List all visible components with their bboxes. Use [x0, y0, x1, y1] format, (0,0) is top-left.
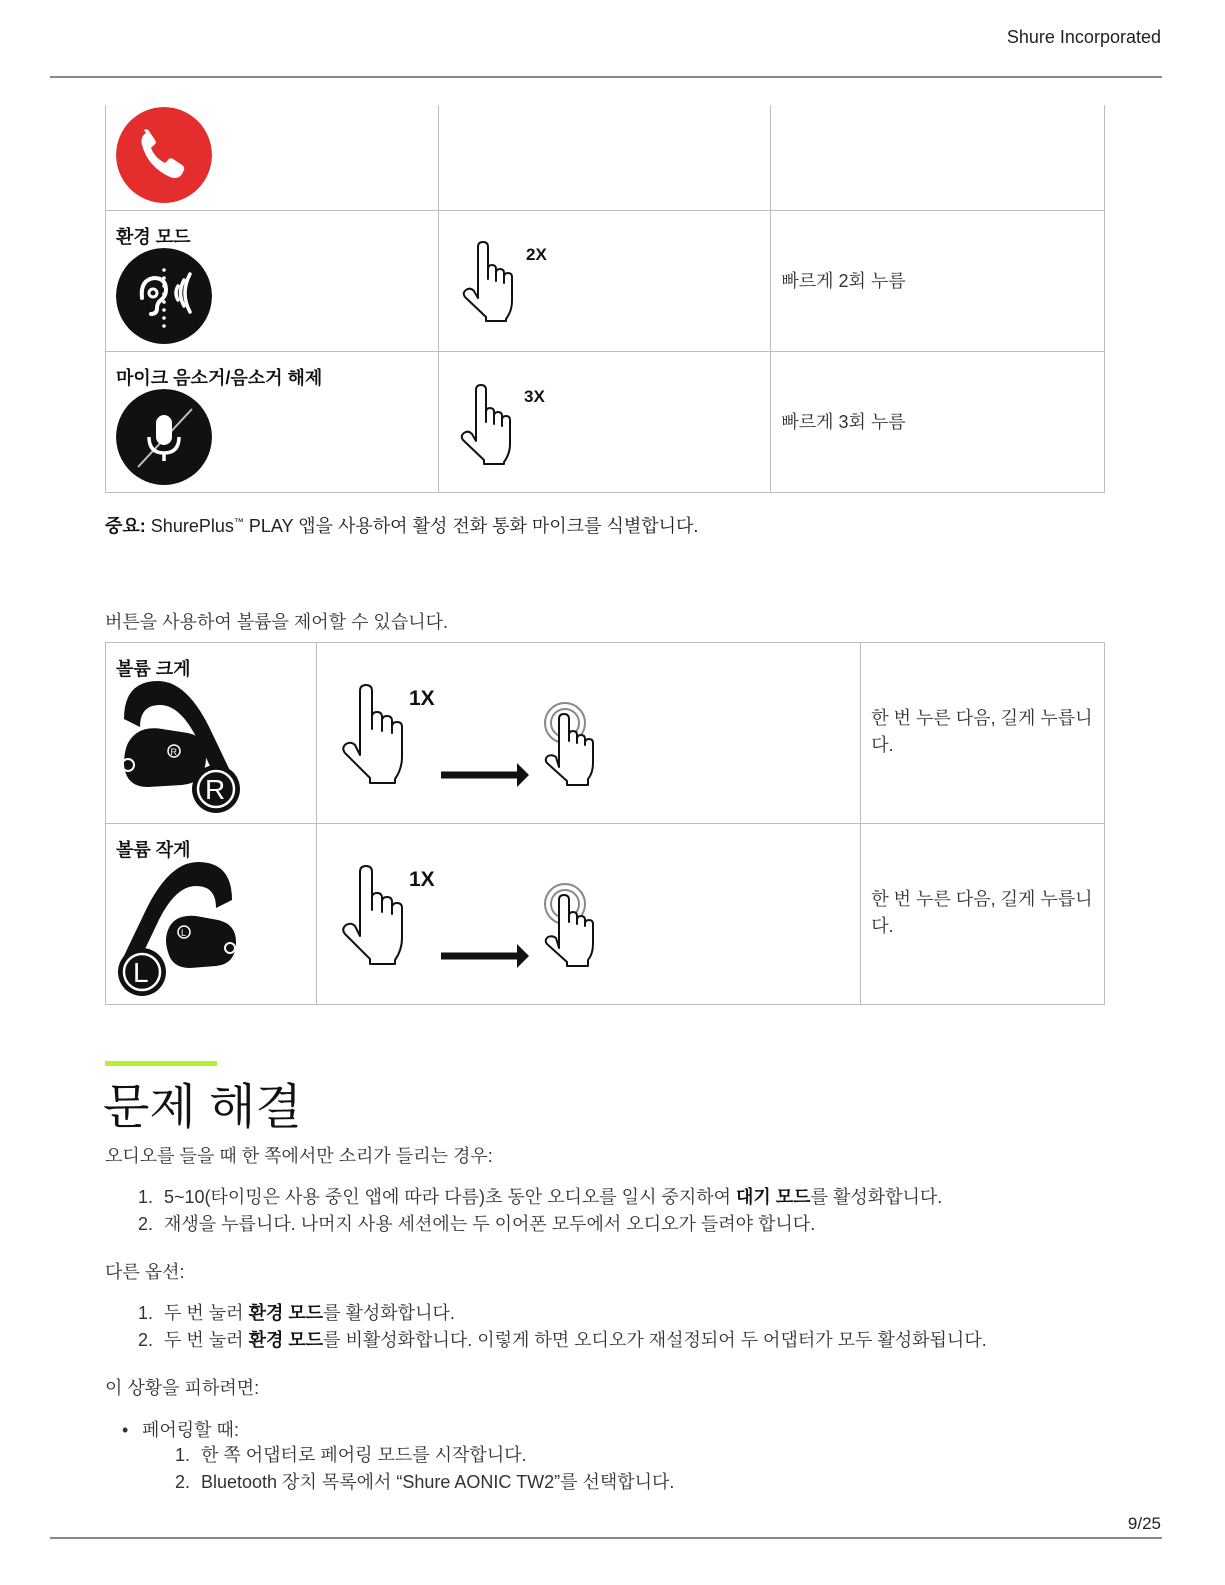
list-item: 1. 한 쪽 어댑터로 페어링 모드를 시작합니다. — [175, 1445, 527, 1465]
note-label: 중요: — [105, 516, 146, 536]
phone-end-icon — [116, 107, 212, 203]
table-cell — [771, 210, 1105, 351]
hand-tap-icon — [449, 384, 549, 466]
table-cell — [316, 824, 860, 1005]
list-item: 1. 5~10(타이밍은 사용 중인 앱에 따라 다름)초 동안 오디오를 일시 중지하여 대기 모드를 활성화합니다. — [138, 1187, 943, 1207]
gesture-description: 빠르게 2회 누름 — [781, 270, 906, 291]
left-earphone-icon — [114, 860, 244, 996]
table-row — [106, 824, 317, 1005]
ambient-mode-icon — [116, 248, 212, 344]
list-item: 2. 재생을 누릅니다. 나머지 사용 세션에는 두 이어폰 모두에서 오디오가 들려야 합니다. — [138, 1214, 816, 1234]
note-brand: ShurePlus — [150, 516, 234, 536]
table-cell — [438, 105, 771, 210]
header-company: Shure Incorporated — [1006, 27, 1161, 47]
side-label: R — [205, 774, 226, 805]
list-item: 2. Bluetooth 장치 목록에서 “Shure AONIC TW2”를 선택합니다. — [175, 1472, 675, 1492]
table-cell — [771, 105, 1105, 210]
options-list — [138, 1300, 987, 1354]
table-cell — [771, 351, 1105, 492]
gesture-description — [871, 886, 1096, 940]
hand-tap-icon — [451, 241, 551, 323]
header-divider — [50, 76, 1162, 78]
section-accent-bar — [105, 1061, 217, 1066]
side-label-small: L — [181, 928, 187, 938]
list-item: 2. 두 번 눌러 환경 모드를 비활성화합니다. 이렇게 하면 오디오가 재설정되어 두 어댑터가 모두 활성화됩니다. — [138, 1330, 987, 1350]
tap-then-hold-diagram — [331, 683, 631, 787]
arrow-right-icon — [517, 763, 529, 787]
table-cell — [106, 105, 439, 210]
tap-then-hold-diagram — [331, 864, 631, 968]
steps-list — [138, 1184, 942, 1238]
important-note — [105, 512, 698, 538]
controls-table-calls — [105, 105, 1105, 493]
description-line1: 한 번 누른 다음, 길게 누릅니 — [871, 708, 1093, 728]
footer-divider — [50, 1537, 1162, 1539]
page-number: 9/25 — [1127, 1514, 1161, 1533]
table-row — [106, 210, 439, 351]
side-label: L — [133, 957, 149, 988]
gesture-count: 1X — [408, 687, 435, 710]
gesture-count: 2X — [525, 244, 547, 264]
table-cell — [438, 210, 771, 351]
side-label-small: R — [170, 747, 177, 757]
sub-steps-list — [175, 1442, 674, 1496]
feature-title: 볼륨 작게 — [116, 840, 191, 860]
description-line1: 한 번 누른 다음, 길게 누릅니 — [871, 889, 1093, 909]
bullet-dot: • — [122, 1420, 129, 1440]
note-text: PLAY 앱을 사용하여 활성 전화 통화 마이크를 식별합니다. — [248, 516, 699, 536]
note-tm: ™ — [233, 517, 244, 528]
avoid-text: 이 상황을 피하려면: — [105, 1378, 260, 1398]
right-earphone-icon — [114, 679, 244, 815]
hand-hold-icon — [545, 884, 593, 966]
other-options-text: 다른 옵션: — [105, 1262, 185, 1282]
gesture-count: 1X — [408, 868, 435, 891]
gesture-description: 빠르게 3회 누름 — [781, 411, 906, 432]
mic-mute-icon — [116, 389, 212, 485]
gesture-description — [871, 705, 1096, 759]
volume-intro: 버튼을 사용하여 볼륨을 제어할 수 있습니다. — [105, 612, 448, 632]
description-line2: 다. — [871, 916, 894, 936]
gesture-count: 3X — [523, 386, 545, 406]
bullet-text: 페어링할 때: — [142, 1420, 239, 1440]
feature-title: 볼륨 크게 — [116, 659, 191, 679]
feature-title: 환경 모드 — [116, 226, 191, 247]
table-cell — [861, 643, 1105, 824]
hand-tap-icon — [343, 866, 402, 964]
description-line2: 다. — [871, 735, 894, 755]
section-title: 문제 해결 — [103, 1081, 302, 1134]
feature-title: 마이크 음소거/음소거 해제 — [116, 367, 323, 388]
case-one-text: 오디오를 들을 때 한 쪽에서만 소리가 들리는 경우: — [105, 1146, 493, 1166]
arrow-right-icon — [517, 944, 529, 968]
bullet-item — [122, 1416, 239, 1442]
table-row — [106, 351, 439, 492]
controls-table-volume — [105, 642, 1105, 1005]
table-cell — [316, 643, 860, 824]
hand-tap-icon — [343, 685, 402, 783]
table-cell — [438, 351, 771, 492]
list-item: 1. 두 번 눌러 환경 모드를 활성화합니다. — [138, 1303, 455, 1323]
table-cell — [861, 824, 1105, 1005]
hand-hold-icon — [545, 703, 593, 785]
table-row — [106, 643, 317, 824]
